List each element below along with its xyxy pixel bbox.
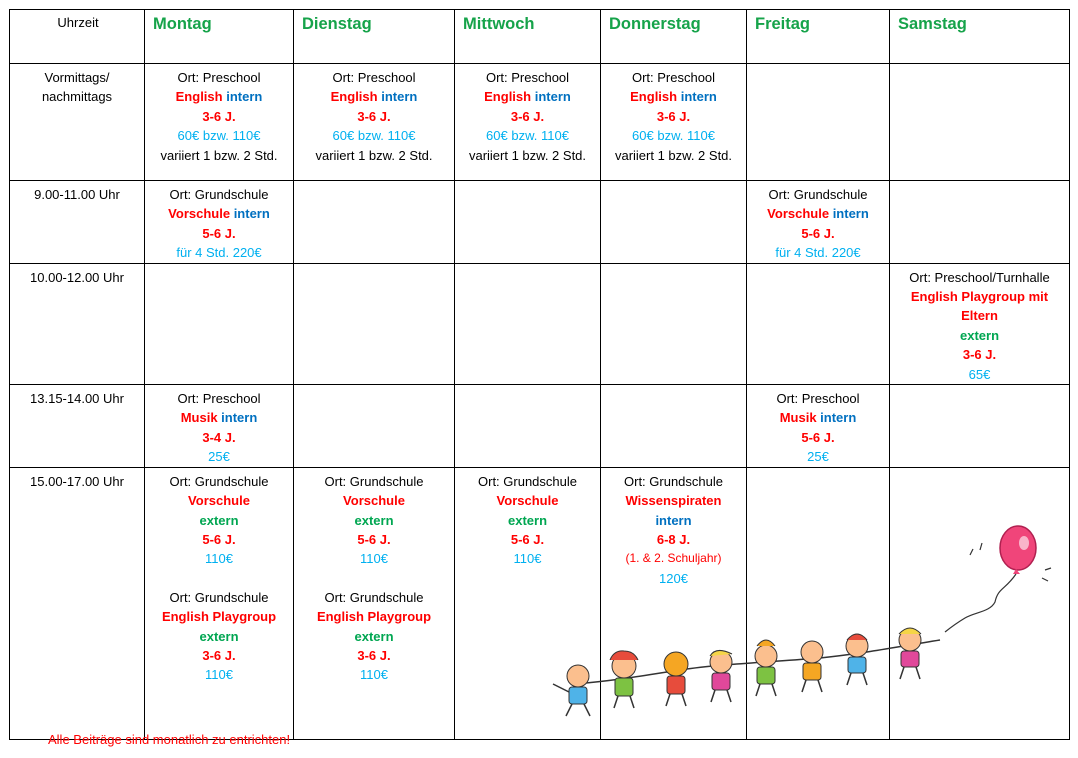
row-13-14 <box>10 385 1070 468</box>
time-label: 9.00-11.00 Uhr <box>34 187 120 202</box>
course-type: intern <box>655 512 692 528</box>
location-text: Ort: Preschool <box>776 391 860 407</box>
location-text: Ort: Preschool <box>177 70 261 85</box>
location-text: Ort: Grundschule <box>478 473 577 489</box>
empty-cell <box>890 64 1070 181</box>
course-cell <box>294 64 455 181</box>
price-text: 110€ <box>360 667 388 683</box>
age-range: 5-6 J. <box>357 531 391 547</box>
duration-note: variiert 1 bzw. 2 Std. <box>160 147 278 163</box>
age-range: 6-8 J. <box>656 531 691 547</box>
duration-note: variiert 1 bzw. 2 Std. <box>468 147 587 163</box>
time-label: 15.00-17.00 Uhr <box>30 473 124 489</box>
course-name: Vorschule <box>168 206 231 222</box>
course-name: Vorschule <box>343 493 405 509</box>
fee-footnote: Alle Beiträge sind monatlich zu entrichten! <box>48 732 291 747</box>
course-cell <box>145 467 294 739</box>
course-name: English <box>630 89 678 105</box>
course-line <box>605 87 742 106</box>
price-text: 110€ <box>205 551 233 567</box>
location-text: Ort: Grundschule <box>324 473 424 489</box>
course-cell <box>747 385 890 468</box>
course-line <box>751 204 885 223</box>
empty-cell <box>294 263 455 384</box>
course-cell <box>601 64 747 181</box>
location-text: Ort: Preschool <box>485 70 570 85</box>
price-text: 60€ bzw. 110€ <box>486 128 569 144</box>
course-cell <box>294 467 455 739</box>
empty-cell <box>455 385 601 468</box>
empty-cell <box>890 181 1070 264</box>
course-name: Wissenspiraten <box>625 493 722 509</box>
empty-cell <box>455 181 601 264</box>
day-label: Montag <box>153 15 212 33</box>
empty-cell <box>890 385 1070 468</box>
age-range: 5-6 J. <box>801 225 835 241</box>
course-type: intern <box>820 410 857 426</box>
time-cell <box>10 385 145 468</box>
time-label: Vormittags/ nachmittags <box>41 70 113 105</box>
time-cell <box>10 181 145 264</box>
course-name: English Playgroup mit Eltern <box>910 289 1049 324</box>
time-label: 13.15-14.00 Uhr <box>30 391 124 407</box>
day-label: Freitag <box>755 15 811 33</box>
day-label: Samstag <box>898 15 967 33</box>
day-header-monday <box>145 10 294 64</box>
course-type: extern <box>354 512 394 528</box>
age-range: 5-6 J. <box>801 429 835 445</box>
price-text: 120€ <box>659 570 688 586</box>
course-line <box>149 87 289 106</box>
location-text: Ort: Preschool/Turnhalle <box>909 269 1050 285</box>
course-line <box>751 408 885 427</box>
course-name: English <box>330 89 378 105</box>
course-type: extern <box>199 628 239 644</box>
schedule-table <box>9 9 1070 740</box>
day-header-wednesday <box>455 10 601 64</box>
course-type: extern <box>354 628 394 644</box>
course-name: Vorschule <box>188 493 250 509</box>
empty-cell <box>294 385 455 468</box>
day-label: Dienstag <box>302 15 372 33</box>
time-header <box>10 10 145 64</box>
course-type: extern <box>199 512 239 528</box>
price-text: 110€ <box>205 667 233 683</box>
location-text: Ort: Preschool <box>631 70 716 85</box>
age-range: 3-6 J. <box>357 647 391 663</box>
duration-note: variiert 1 bzw. 2 Std. <box>614 147 733 163</box>
location-text: Ort: Grundschule <box>169 187 269 202</box>
location-text: Ort: Grundschule <box>768 187 868 202</box>
course-name: English Playgroup <box>316 609 432 625</box>
empty-cell <box>890 467 1070 739</box>
row-10-12 <box>10 263 1070 384</box>
course-cell <box>455 467 601 739</box>
row-morning-afternoon <box>10 64 1070 181</box>
course-cell <box>145 385 294 468</box>
course-cell <box>890 263 1070 384</box>
course-cell <box>145 181 294 264</box>
empty-cell <box>747 64 890 181</box>
time-cell <box>10 64 145 181</box>
course-type: intern <box>221 410 258 426</box>
day-label: Mittwoch <box>463 15 535 33</box>
time-label: 10.00-12.00 Uhr <box>30 269 124 285</box>
day-header-friday <box>747 10 890 64</box>
course-type: intern <box>680 89 717 105</box>
course-cell <box>145 64 294 181</box>
course-name: Musik <box>779 410 817 426</box>
empty-cell <box>145 263 294 384</box>
course-cell <box>455 64 601 181</box>
location-text: Ort: Preschool <box>332 70 416 85</box>
course-name: English <box>175 89 223 105</box>
course-cell <box>747 181 890 264</box>
course-name: English <box>484 89 532 105</box>
empty-cell <box>294 181 455 264</box>
course-type: intern <box>832 206 869 222</box>
location-text: Ort: Grundschule <box>624 473 723 489</box>
empty-cell <box>601 263 747 384</box>
course-type: extern <box>507 512 548 528</box>
course-line <box>149 204 289 223</box>
price-text: 110€ <box>513 551 542 567</box>
time-cell <box>10 467 145 739</box>
age-range: 3-6 J. <box>510 108 545 124</box>
day-label: Donnerstag <box>609 15 701 33</box>
location-text: Ort: Preschool <box>177 391 261 407</box>
empty-cell <box>455 263 601 384</box>
price-text: für 4 Std. 220€ <box>775 245 861 261</box>
age-range: 3-6 J. <box>656 108 691 124</box>
location-text: Ort: Grundschule <box>169 473 269 489</box>
age-range: 3-6 J. <box>202 108 236 124</box>
course-line <box>298 87 450 106</box>
course-type: intern <box>226 89 263 105</box>
location-text: Ort: Grundschule <box>324 589 424 605</box>
course-type: intern <box>381 89 418 105</box>
row-15-17 <box>10 467 1070 739</box>
price-text: 25€ <box>208 449 230 465</box>
age-range: 5-6 J. <box>202 531 236 547</box>
age-range: 5-6 J. <box>510 531 545 547</box>
course-type: intern <box>534 89 571 105</box>
age-range: 3-6 J. <box>357 108 391 124</box>
course-name: English Playgroup <box>161 609 277 625</box>
empty-cell <box>747 467 890 739</box>
age-range: 3-4 J. <box>202 429 236 445</box>
price-text: 110€ <box>360 551 388 567</box>
age-range: 5-6 J. <box>202 225 236 241</box>
school-year-note: (1. & 2. Schuljahr) <box>625 551 722 566</box>
time-header-label: Uhrzeit <box>57 15 99 30</box>
day-header-thursday <box>601 10 747 64</box>
empty-cell <box>601 181 747 264</box>
empty-cell <box>747 263 890 384</box>
price-text: 60€ bzw. 110€ <box>632 128 715 144</box>
price-text: 65€ <box>968 366 991 382</box>
course-cell <box>601 467 747 739</box>
course-line <box>149 408 289 427</box>
course-type: extern <box>959 327 1000 343</box>
time-cell <box>10 263 145 384</box>
location-text: Ort: Grundschule <box>169 589 269 605</box>
empty-cell <box>601 385 747 468</box>
header-row <box>10 10 1070 64</box>
price-text: 60€ bzw. 110€ <box>332 128 416 144</box>
price-text: 60€ bzw. 110€ <box>177 128 261 144</box>
age-range: 3-6 J. <box>962 347 997 363</box>
price-text: für 4 Std. 220€ <box>176 245 262 261</box>
day-header-saturday <box>890 10 1070 64</box>
day-header-tuesday <box>294 10 455 64</box>
course-name: Vorschule <box>767 206 830 222</box>
price-text: 25€ <box>807 449 829 465</box>
course-name: Musik <box>180 410 218 426</box>
course-line <box>459 87 596 106</box>
duration-note: variiert 1 bzw. 2 Std. <box>315 147 433 163</box>
row-9-11 <box>10 181 1070 264</box>
course-type: intern <box>233 206 270 222</box>
course-name: Vorschule <box>496 493 559 509</box>
age-range: 3-6 J. <box>202 647 236 663</box>
